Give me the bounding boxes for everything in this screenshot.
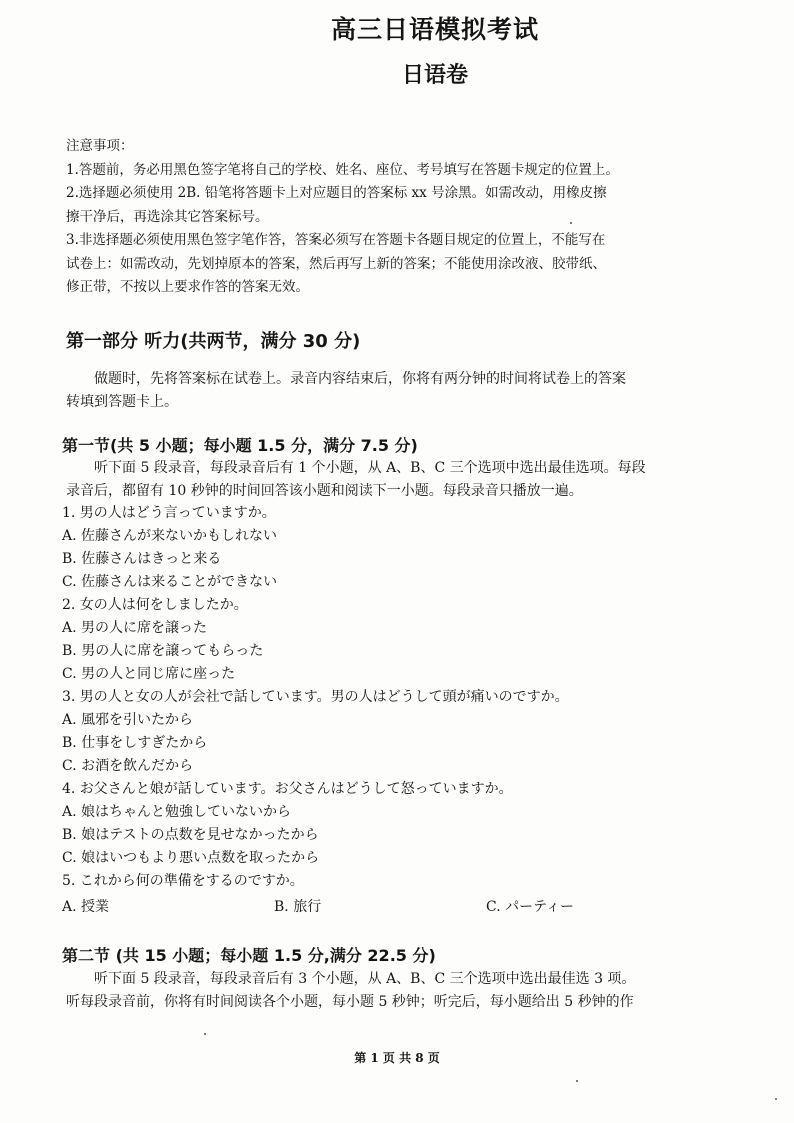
option-line: A. 娘はちゃんと勉強していないから bbox=[62, 804, 292, 820]
option-line: B. 佐藤さんはきっと来る bbox=[62, 551, 222, 567]
instruction-line: 录音后，都留有 10 秒钟的时间回答该小题和阅读下一小题。每段录音只播放一遍。 bbox=[66, 483, 583, 499]
notice-line: 试卷上：如需改动，先划掉原本的答案，然后再写上新的答案；不能使用涂改液、胶带纸、 bbox=[66, 255, 606, 272]
option-line: B. 仕事をしすぎたから bbox=[62, 735, 208, 751]
instruction-line: 做题时，先将答案标在试卷上。录音内容结束后，你将有两分钟的时间将试卷上的答案 bbox=[66, 371, 626, 387]
scan-speck bbox=[570, 222, 572, 224]
question-5: 5. これから何の準備をするのですか。 bbox=[62, 873, 304, 889]
instruction-line: 听下面 5 段录音，每段录音后有 3 个小题，从 A、B、C 三个选项中选出最佳选 3 项。 bbox=[66, 971, 636, 987]
instruction-line: 转填到答题卡上。 bbox=[66, 394, 178, 410]
option-line: C. 佐藤さんは来ることができない bbox=[62, 574, 278, 590]
notice-line: 3.非选择题必须使用黑色签字笔作答，答案必须写在答题卡各题目规定的位置上，不能写在 bbox=[66, 232, 606, 248]
question-1: 1. 男の人はどう言っていますか。 bbox=[62, 505, 276, 521]
option-c: C. パーティー bbox=[486, 899, 574, 915]
option-line: B. 娘はテストの点数を見せなかったから bbox=[62, 827, 319, 843]
question-4: 4. お父さんと娘が話しています。お父さんはどうして怒っていますか。 bbox=[62, 781, 513, 797]
section1-questions bbox=[62, 502, 722, 916]
part1-instruction bbox=[66, 368, 716, 414]
section1-heading: 第一节(共 5 小题；每小题 1.5 分，满分 7.5 分) bbox=[62, 436, 418, 455]
notice-heading: 注意事项： bbox=[66, 138, 134, 154]
option-line: C. 男の人と同じ席に座った bbox=[62, 666, 236, 682]
section2-instruction bbox=[66, 968, 716, 1014]
page-subtitle: 日语卷 bbox=[401, 63, 468, 88]
section2-heading: 第二节 (共 15 小题；每小题 1.5 分,满分 22.5 分) bbox=[62, 946, 436, 965]
scan-speck bbox=[204, 1033, 206, 1035]
scan-speck bbox=[576, 1080, 578, 1082]
question-2: 2. 女の人は何をしましたか。 bbox=[62, 597, 248, 613]
question-3: 3. 男の人と女の人が会社で話しています。男の人はどうして頭が痛いのですか。 bbox=[62, 689, 569, 705]
notice-line: 修正带，不按以上要求作答的答案无效。 bbox=[66, 279, 309, 295]
option-a: A. 授業 bbox=[62, 899, 110, 915]
option-line: B. 男の人に席を譲ってもらった bbox=[62, 643, 264, 659]
option-line: A. 男の人に席を譲った bbox=[62, 620, 208, 636]
notice-section bbox=[66, 135, 716, 300]
question-5-options bbox=[62, 893, 722, 916]
option-line: A. 佐藤さんが来ないかもしれない bbox=[62, 528, 278, 544]
notice-line: 擦干净后，再选涂其它答案标号。 bbox=[66, 208, 269, 225]
notice-line: 2.选择题必须使用 2B. 铅笔将答题卡上对应题目的答案标 xx 号涂黑。如需改动，用橡皮擦 bbox=[66, 185, 607, 201]
section1-instruction bbox=[66, 457, 716, 503]
option-line: C. お酒を飲んだから bbox=[62, 758, 194, 774]
page-title: 高三日语模拟考试 bbox=[330, 15, 539, 44]
scan-speck bbox=[775, 1098, 777, 1100]
option-b: B. 旅行 bbox=[274, 899, 322, 915]
instruction-line: 听每段录音前，你将有时间阅读各个小题，每小题 5 秒钟；听完后，每小题给出 5 秒钟的作 bbox=[66, 994, 634, 1010]
page-number: 第 1 页 共 8 页 bbox=[354, 1051, 440, 1065]
instruction-line: 听下面 5 段录音，每段录音后有 1 个小题，从 A、B、C 三个选项中选出最佳选项。每段 bbox=[66, 460, 646, 476]
part1-heading: 第一部分 听力(共两节，满分 30 分) bbox=[66, 331, 361, 352]
notice-line: 1.答题前，务必用黑色签字笔将自己的学校、姓名、座位、考号填写在答题卡规定的位置上。 bbox=[66, 161, 619, 178]
option-line: C. 娘はいつもより悪い点数を取ったから bbox=[62, 850, 320, 866]
option-line: A. 風邪を引いたから bbox=[62, 712, 194, 728]
